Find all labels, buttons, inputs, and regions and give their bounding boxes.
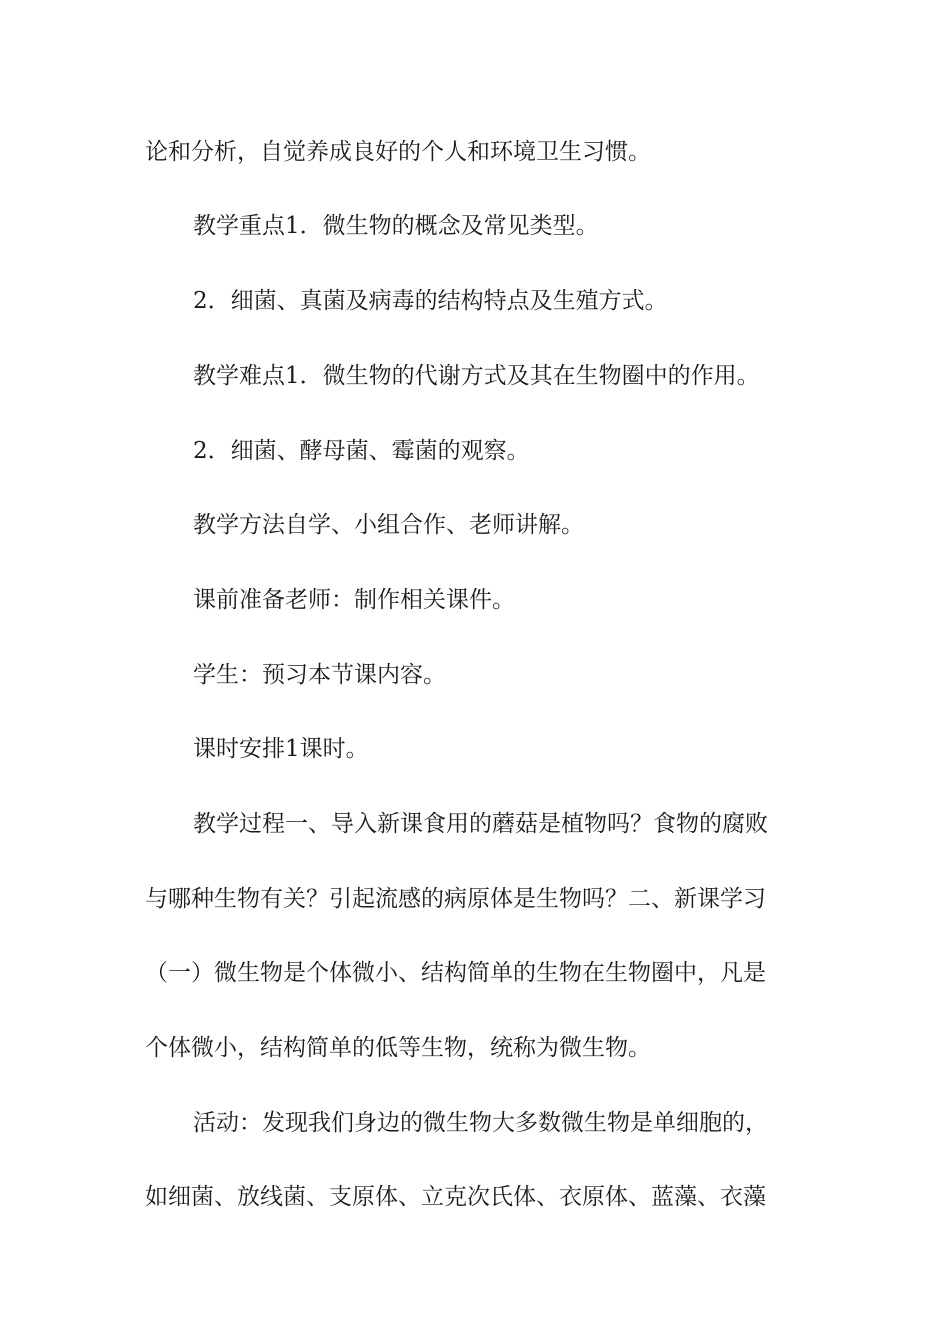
text-line: 教学难点1．微生物的代谢方式及其在生物圈中的作用。 bbox=[193, 363, 760, 389]
text-line: 课时安排1课时。 bbox=[193, 736, 369, 762]
text-line: 论和分析，自觉养成良好的个人和环境卫生习惯。 bbox=[145, 139, 651, 165]
text-line: 2．细菌、真菌及病毒的结构特点及生殖方式。 bbox=[193, 288, 668, 314]
text-line: （一）微生物是个体微小、结构简单的生物在生物圈中，凡是 bbox=[145, 960, 766, 986]
text-line: 教学方法自学、小组合作、老师讲解。 bbox=[193, 512, 584, 538]
text-line: 教学过程一、导入新课食用的蘑菇是植物吗？食物的腐败 bbox=[193, 811, 768, 837]
text-line: 如细菌、放线菌、支原体、立克次氏体、衣原体、蓝藻、衣藻 bbox=[145, 1184, 766, 1210]
text-line: 学生：预习本节课内容。 bbox=[193, 662, 446, 688]
text-line: 个体微小，结构简单的低等生物，统称为微生物。 bbox=[145, 1035, 651, 1061]
text-line: 课前准备老师：制作相关课件。 bbox=[193, 587, 515, 613]
text-line: 教学重点1．微生物的概念及常见类型。 bbox=[193, 213, 599, 239]
text-line: 2．细菌、酵母菌、霉菌的观察。 bbox=[193, 438, 530, 464]
text-line: 活动：发现我们身边的微生物大多数微生物是单细胞的， bbox=[193, 1110, 768, 1136]
text-line: 与哪种生物有关？引起流感的病原体是生物吗？二、新课学习 bbox=[145, 886, 766, 912]
